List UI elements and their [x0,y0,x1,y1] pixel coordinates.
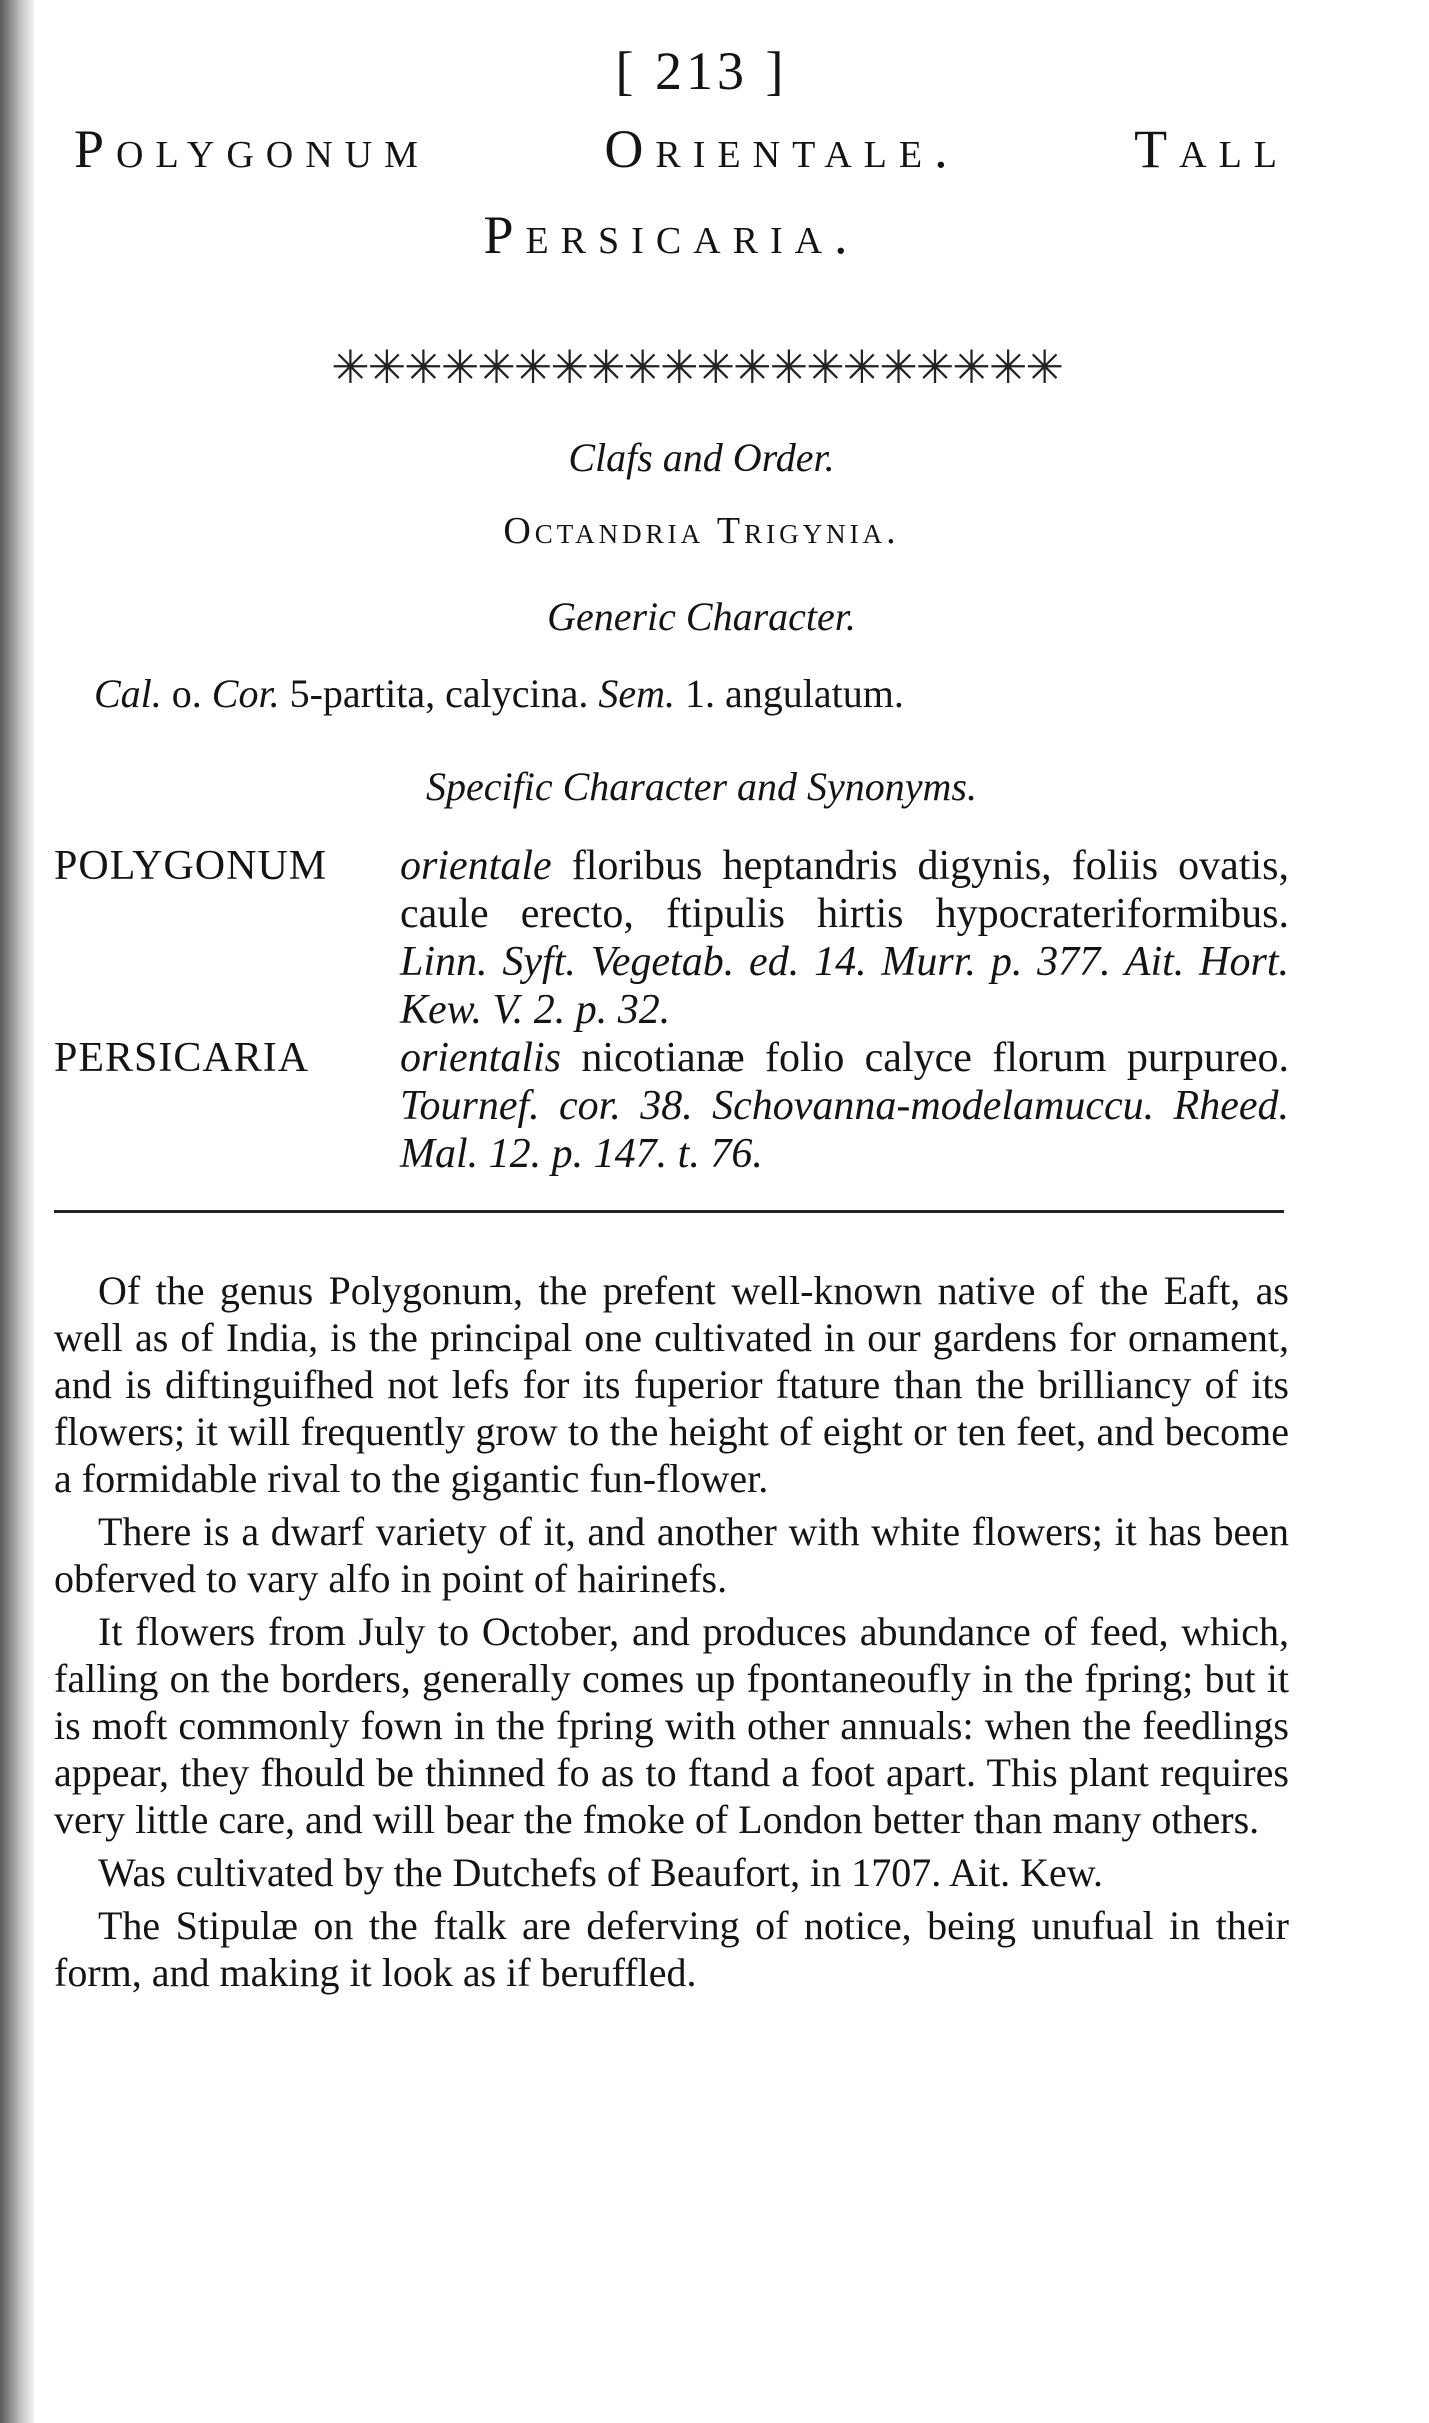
title-line-1 [54,106,1289,192]
book-spine-shadow [0,0,34,2423]
paragraph: Of the genus Polygonum, the prefent well-known native of the Eaft, as well as of India, is the principal one cultivated in our gardens for ornament, and is diftinguifhed not lefs for its fuperior ftature than the brilliancy of its flowers; it will frequently grow to the height of eight or ten feet, and become a formidable rival to the gigantic fun-flower. [54,1268,1289,1501]
synonym-references: Tournef. cor. 38. Schovanna-modelamuccu. Rheed. Mal. 12. p. 147. t. 76. [400,1083,1289,1177]
class-order-heading: Clafs and Order. [568,435,835,480]
cal-label: Cal. [94,671,162,716]
synonym-epithet: orientale [400,843,552,889]
synonym-list [54,842,1289,1178]
sem-label: Sem. [598,671,675,716]
synonym-epithet: orientalis [400,1035,562,1081]
page [54,40,1289,2002]
synonym-text: floribus heptandris digynis, foliis ovatis, caule erecto, ftipulis hirtis hypocrateriformibus. [400,843,1290,937]
title-species: Orientale. [604,119,960,179]
cor-label: Cor. [211,671,280,716]
page-number: [ 213 ] [615,41,788,101]
class-order-value: Octandria Trigynia. [503,510,900,552]
synonym-genus: POLYGONUM [54,843,328,889]
synonym-text: nicotianæ folio calyce florum purpureo. [581,1035,1289,1081]
cor-value: 5-partita, calycina. [289,671,589,716]
paragraph: There is a dwarf variety of it, and another with white flowers; it has been obferved to vary alfo in point of hairinefs. [54,1509,1289,1601]
synonym-entry [54,842,1289,1034]
generic-character-heading: Generic Character. [547,594,856,639]
plant-title [54,106,1289,278]
sem-value: 1. angulatum. [684,671,904,716]
description-body [54,1267,1289,1996]
paragraph: The Stipulæ on the ftalk are deferving of notice, being unufual in their form, and making it look as if beruffled. [54,1903,1289,1995]
title-line-2: Persicaria. [483,205,860,265]
horizontal-rule [54,1210,1284,1213]
synonym-entry [54,1034,1289,1178]
paragraph: Was cultivated by the Dutchefs of Beaufort, in 1707. Ait. Kew. [98,1850,1104,1895]
specific-character-heading: Specific Character and Synonyms. [426,764,977,809]
synonym-description [400,1034,1289,1178]
title-common-1: Tall [1134,119,1289,179]
synonym-references: Linn. Syft. Vegetab. ed. 14. Murr. p. 377. Ait. Hort. Kew. V. 2. p. 32. [400,939,1289,1033]
paragraph: It flowers from July to October, and produces abundance of feed, which, falling on the borders, generally comes up fpontaneoufly in the fpring; but it is moft commonly fown in the fpring with other annuals: when the feedlings appear, they fhould be thinned fo as to ftand a foot apart. This plant requires very little care, and will bear the fmoke of London better than many others. [54,1609,1289,1842]
cal-value: o. [171,671,202,716]
title-genus: Polygonum [74,119,430,179]
ornament-divider: ✳✳✳✳✳✳✳✳✳✳✳✳✳✳✳✳✳✳✳✳ [331,342,1062,393]
synonym-genus: PERSICARIA [54,1035,310,1081]
synonym-description [400,842,1289,1034]
generic-character-line [94,670,1289,717]
